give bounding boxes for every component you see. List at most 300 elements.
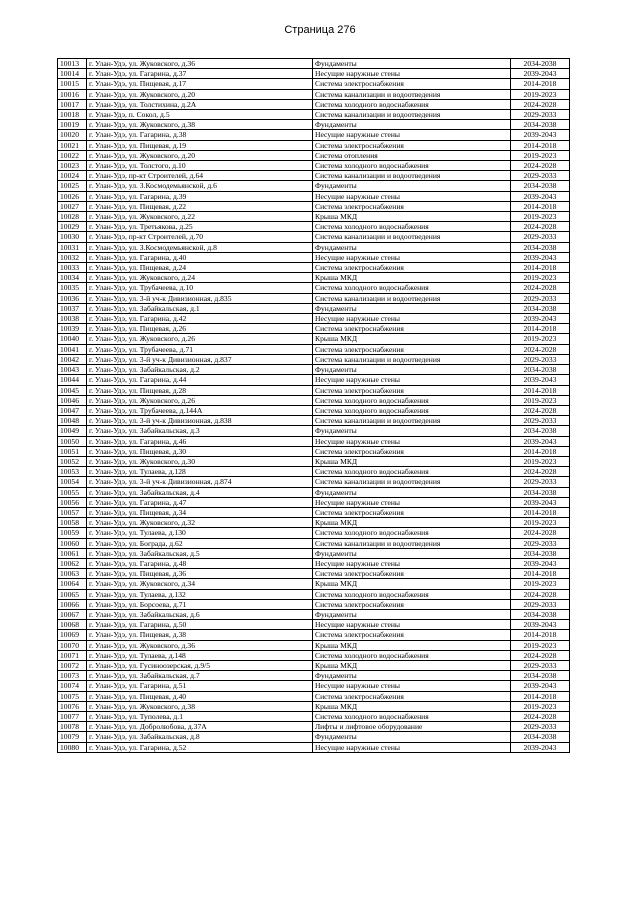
- table-row: [58, 375, 570, 385]
- table-row: [58, 385, 570, 395]
- period-cell: 2019-2023: [511, 579, 570, 589]
- address-cell: г. Улан-Удэ, ул. Жуковского, д.20: [87, 150, 313, 160]
- address-cell: г. Улан-Удэ, ул. Жуковского, д.20: [87, 89, 313, 99]
- table-row: [58, 630, 570, 640]
- table-row: [58, 212, 570, 222]
- work-type-cell: Несущие наружные стены: [313, 375, 511, 385]
- row-id-cell: 10049: [58, 426, 87, 436]
- address-cell: г. Улан-Удэ, ул. 3-й уч-к Дивизионная, д.874: [87, 477, 313, 487]
- address-cell: г. Улан-Удэ, ул. Гагарина, д.52: [87, 742, 313, 752]
- table-row: [58, 395, 570, 405]
- address-cell: г. Улан-Удэ, ул. Жуковского, д.30: [87, 456, 313, 466]
- table-row: [58, 722, 570, 732]
- address-cell: г. Улан-Удэ, ул. 3-й уч-к Дивизионная, д.835: [87, 293, 313, 303]
- address-cell: г. Улан-Удэ, ул. Гагарина, д.47: [87, 497, 313, 507]
- address-cell: г. Улан-Удэ, ул. Гагарина, д.40: [87, 252, 313, 262]
- row-id-cell: 10055: [58, 487, 87, 497]
- period-cell: 2039-2043: [511, 436, 570, 446]
- row-id-cell: 10024: [58, 171, 87, 181]
- page-number-header: Страница 276: [284, 24, 356, 36]
- row-id-cell: 10064: [58, 579, 87, 589]
- table-row: [58, 569, 570, 579]
- work-type-cell: Фундаменты: [313, 487, 511, 497]
- work-type-cell: Система электроснабжения: [313, 446, 511, 456]
- row-id-cell: 10040: [58, 334, 87, 344]
- row-id-cell: 10033: [58, 263, 87, 273]
- work-type-cell: Фундаменты: [313, 671, 511, 681]
- work-type-cell: Крыша МКД: [313, 212, 511, 222]
- row-id-cell: 10067: [58, 609, 87, 619]
- table-row: [58, 487, 570, 497]
- row-id-cell: 10017: [58, 99, 87, 109]
- period-cell: 2024-2028: [511, 283, 570, 293]
- work-type-cell: Система канализации и водоотведения: [313, 89, 511, 99]
- work-type-cell: Система холодного водоснабжения: [313, 99, 511, 109]
- work-type-cell: Крыша МКД: [313, 640, 511, 650]
- period-cell: 2034-2038: [511, 242, 570, 252]
- row-id-cell: 10045: [58, 385, 87, 395]
- work-type-cell: Система холодного водоснабжения: [313, 467, 511, 477]
- work-type-cell: Система электроснабжения: [313, 140, 511, 150]
- address-cell: г. Улан-Удэ, ул. Третьякова, д.25: [87, 222, 313, 232]
- row-id-cell: 10013: [58, 59, 87, 69]
- row-id-cell: 10071: [58, 650, 87, 660]
- period-cell: 2024-2028: [511, 344, 570, 354]
- work-type-cell: Крыша МКД: [313, 334, 511, 344]
- work-type-cell: Система электроснабжения: [313, 79, 511, 89]
- work-type-cell: Фундаменты: [313, 609, 511, 619]
- table-row: [58, 599, 570, 609]
- row-id-cell: 10026: [58, 191, 87, 201]
- row-id-cell: 10038: [58, 314, 87, 324]
- address-cell: г. Улан-Удэ, ул. Гагарина, д.50: [87, 620, 313, 630]
- period-cell: 2039-2043: [511, 252, 570, 262]
- work-type-cell: Система электроснабжения: [313, 599, 511, 609]
- address-cell: г. Улан-Удэ, ул. Жуковского, д.22: [87, 212, 313, 222]
- row-id-cell: 10052: [58, 456, 87, 466]
- table-row: [58, 252, 570, 262]
- work-type-cell: Система холодного водоснабжения: [313, 395, 511, 405]
- period-cell: 2034-2038: [511, 181, 570, 191]
- period-cell: 2039-2043: [511, 375, 570, 385]
- row-id-cell: 10048: [58, 416, 87, 426]
- address-cell: г. Улан-Удэ, ул. Гагарина, д.39: [87, 191, 313, 201]
- period-cell: 2039-2043: [511, 130, 570, 140]
- row-id-cell: 10073: [58, 671, 87, 681]
- work-type-cell: Несущие наружные стены: [313, 497, 511, 507]
- period-cell: 2019-2023: [511, 89, 570, 99]
- work-type-cell: Фундаменты: [313, 303, 511, 313]
- table-row: [58, 303, 570, 313]
- address-cell: г. Улан-Удэ, ул. Забайкальская, д.2: [87, 365, 313, 375]
- address-cell: г. Улан-Удэ, ул. Забайкальская, д.8: [87, 732, 313, 742]
- address-cell: г. Улан-Удэ, ул. Толстого, д.10: [87, 161, 313, 171]
- table-row: [58, 660, 570, 670]
- work-type-cell: Несущие наружные стены: [313, 130, 511, 140]
- address-cell: г. Улан-Удэ, ул. Жуковского, д.38: [87, 120, 313, 130]
- work-type-cell: Крыша МКД: [313, 456, 511, 466]
- row-id-cell: 10075: [58, 691, 87, 701]
- table-row: [58, 742, 570, 752]
- period-cell: 2039-2043: [511, 314, 570, 324]
- period-cell: 2029-2033: [511, 354, 570, 364]
- address-cell: г. Улан-Удэ, ул. Добролюбова, д.37А: [87, 722, 313, 732]
- work-type-cell: Система канализации и водоотведения: [313, 171, 511, 181]
- period-cell: 2029-2033: [511, 599, 570, 609]
- work-type-cell: Несущие наружные стены: [313, 742, 511, 752]
- address-cell: г. Улан-Удэ, ул. Трубачеева, д.10: [87, 283, 313, 293]
- table-row: [58, 365, 570, 375]
- row-id-cell: 10023: [58, 161, 87, 171]
- row-id-cell: 10047: [58, 405, 87, 415]
- period-cell: 2024-2028: [511, 712, 570, 722]
- address-cell: г. Улан-Удэ, пр-кт Строителей, д.70: [87, 232, 313, 242]
- work-type-cell: Система канализации и водоотведения: [313, 293, 511, 303]
- period-cell: 2019-2023: [511, 518, 570, 528]
- work-type-cell: Система электроснабжения: [313, 691, 511, 701]
- period-cell: 2034-2038: [511, 365, 570, 375]
- period-cell: 2014-2018: [511, 446, 570, 456]
- period-cell: 2039-2043: [511, 742, 570, 752]
- period-cell: 2024-2028: [511, 99, 570, 109]
- row-id-cell: 10030: [58, 232, 87, 242]
- address-cell: г. Улан-Удэ, ул. Гагарина, д.51: [87, 681, 313, 691]
- period-cell: 2014-2018: [511, 201, 570, 211]
- row-id-cell: 10041: [58, 344, 87, 354]
- work-type-cell: Система канализации и водоотведения: [313, 110, 511, 120]
- row-id-cell: 10028: [58, 212, 87, 222]
- work-type-cell: Несущие наружные стены: [313, 681, 511, 691]
- address-cell: г. Улан-Удэ, п. Сокол, д.5: [87, 110, 313, 120]
- address-cell: г. Улан-Удэ, ул. Тулаева, д.132: [87, 589, 313, 599]
- work-type-cell: Система электроснабжения: [313, 630, 511, 640]
- row-id-cell: 10077: [58, 712, 87, 722]
- row-id-cell: 10068: [58, 620, 87, 630]
- period-cell: 2034-2038: [511, 487, 570, 497]
- period-cell: 2029-2033: [511, 293, 570, 303]
- row-id-cell: 10076: [58, 701, 87, 711]
- work-type-cell: Несущие наружные стены: [313, 252, 511, 262]
- address-cell: г. Улан-Удэ, ул. Бограда, д.62: [87, 538, 313, 548]
- row-id-cell: 10066: [58, 599, 87, 609]
- row-id-cell: 10072: [58, 660, 87, 670]
- period-cell: 2034-2038: [511, 671, 570, 681]
- table-row: [58, 293, 570, 303]
- address-cell: г. Улан-Удэ, ул. Тулаева, д.130: [87, 528, 313, 538]
- row-id-cell: 10051: [58, 446, 87, 456]
- table-row: [58, 640, 570, 650]
- period-cell: 2024-2028: [511, 467, 570, 477]
- table-row: [58, 416, 570, 426]
- address-cell: г. Улан-Удэ, ул. Забайкальская, д.3: [87, 426, 313, 436]
- table-row: [58, 242, 570, 252]
- row-id-cell: 10021: [58, 140, 87, 150]
- work-type-cell: Система электроснабжения: [313, 324, 511, 334]
- row-id-cell: 10063: [58, 569, 87, 579]
- address-cell: г. Улан-Удэ, ул. Забайкальская, д.7: [87, 671, 313, 681]
- period-cell: 2019-2023: [511, 640, 570, 650]
- work-type-cell: Система канализации и водоотведения: [313, 416, 511, 426]
- table-row: [58, 263, 570, 273]
- row-id-cell: 10061: [58, 548, 87, 558]
- row-id-cell: 10036: [58, 293, 87, 303]
- work-type-cell: Система отопления: [313, 150, 511, 160]
- row-id-cell: 10053: [58, 467, 87, 477]
- work-type-cell: Фундаменты: [313, 59, 511, 69]
- registry-table: [57, 58, 570, 753]
- table-row: [58, 620, 570, 630]
- address-cell: г. Улан-Удэ, ул. Жуковского, д.34: [87, 579, 313, 589]
- table-row: [58, 548, 570, 558]
- address-cell: г. Улан-Удэ, ул. Забайкальская, д.1: [87, 303, 313, 313]
- address-cell: г. Улан-Удэ, ул. Пищевая, д.22: [87, 201, 313, 211]
- address-cell: г. Улан-Удэ, ул. Пищевая, д.36: [87, 569, 313, 579]
- work-type-cell: Система холодного водоснабжения: [313, 650, 511, 660]
- table-row: [58, 171, 570, 181]
- period-cell: 2014-2018: [511, 507, 570, 517]
- period-cell: 2014-2018: [511, 385, 570, 395]
- period-cell: 2029-2033: [511, 660, 570, 670]
- table-row: [58, 528, 570, 538]
- work-type-cell: Фундаменты: [313, 242, 511, 252]
- table-row: [58, 191, 570, 201]
- period-cell: 2039-2043: [511, 191, 570, 201]
- table-row: [58, 354, 570, 364]
- row-id-cell: 10057: [58, 507, 87, 517]
- row-id-cell: 10059: [58, 528, 87, 538]
- work-type-cell: Система холодного водоснабжения: [313, 712, 511, 722]
- work-type-cell: Несущие наружные стены: [313, 69, 511, 79]
- address-cell: г. Улан-Удэ, ул. Пищевая, д.28: [87, 385, 313, 395]
- address-cell: г. Улан-Удэ, ул. Трубачеева, д.71: [87, 344, 313, 354]
- row-id-cell: 10031: [58, 242, 87, 252]
- work-type-cell: Фундаменты: [313, 120, 511, 130]
- table-row: [58, 150, 570, 160]
- row-id-cell: 10027: [58, 201, 87, 211]
- work-type-cell: Крыша МКД: [313, 579, 511, 589]
- work-type-cell: Крыша МКД: [313, 273, 511, 283]
- work-type-cell: Несущие наружные стены: [313, 314, 511, 324]
- row-id-cell: 10062: [58, 558, 87, 568]
- address-cell: г. Улан-Удэ, ул. Забайкальская, д.4: [87, 487, 313, 497]
- address-cell: г. Улан-Удэ, ул. Жуковского, д.36: [87, 59, 313, 69]
- table-row: [58, 732, 570, 742]
- table-row: [58, 130, 570, 140]
- work-type-cell: Фундаменты: [313, 548, 511, 558]
- row-id-cell: 10079: [58, 732, 87, 742]
- work-type-cell: Система электроснабжения: [313, 385, 511, 395]
- table-row: [58, 609, 570, 619]
- work-type-cell: Система электроснабжения: [313, 263, 511, 273]
- work-type-cell: Крыша МКД: [313, 518, 511, 528]
- period-cell: 2014-2018: [511, 569, 570, 579]
- table-row: [58, 344, 570, 354]
- table-row: [58, 120, 570, 130]
- address-cell: г. Улан-Удэ, ул. Пищевая, д.30: [87, 446, 313, 456]
- row-id-cell: 10043: [58, 365, 87, 375]
- address-cell: г. Улан-Удэ, ул. Гагарина, д.44: [87, 375, 313, 385]
- work-type-cell: Система холодного водоснабжения: [313, 528, 511, 538]
- table-row: [58, 426, 570, 436]
- table-row: [58, 691, 570, 701]
- address-cell: г. Улан-Удэ, ул. Жуковского, д.26: [87, 334, 313, 344]
- row-id-cell: 10070: [58, 640, 87, 650]
- address-cell: г. Улан-Удэ, ул. Гагарина, д.37: [87, 69, 313, 79]
- address-cell: г. Улан-Удэ, ул. Жуковского, д.24: [87, 273, 313, 283]
- row-id-cell: 10014: [58, 69, 87, 79]
- row-id-cell: 10016: [58, 89, 87, 99]
- table-row: [58, 701, 570, 711]
- address-cell: г. Улан-Удэ, ул. Пищевая, д.24: [87, 263, 313, 273]
- address-cell: г. Улан-Удэ, ул. Гагарина, д.38: [87, 130, 313, 140]
- table-row: [58, 671, 570, 681]
- work-type-cell: Система холодного водоснабжения: [313, 283, 511, 293]
- address-cell: г. Улан-Удэ, ул. Пищевая, д.17: [87, 79, 313, 89]
- period-cell: 2034-2038: [511, 548, 570, 558]
- table-row: [58, 232, 570, 242]
- address-cell: г. Улан-Удэ, ул. Гагарина, д.42: [87, 314, 313, 324]
- work-type-cell: Несущие наружные стены: [313, 436, 511, 446]
- row-id-cell: 10050: [58, 436, 87, 446]
- address-cell: г. Улан-Удэ, ул. Жуковского, д.32: [87, 518, 313, 528]
- period-cell: 2014-2018: [511, 263, 570, 273]
- work-type-cell: Система холодного водоснабжения: [313, 222, 511, 232]
- address-cell: г. Улан-Удэ, ул. Забайкальская, д.6: [87, 609, 313, 619]
- period-cell: 2034-2038: [511, 120, 570, 130]
- address-cell: г. Улан-Удэ, ул. Забайкальская, д.5: [87, 548, 313, 558]
- table-row: [58, 324, 570, 334]
- table-row: [58, 59, 570, 69]
- period-cell: 2024-2028: [511, 528, 570, 538]
- row-id-cell: 10035: [58, 283, 87, 293]
- table-row: [58, 436, 570, 446]
- period-cell: 2029-2033: [511, 477, 570, 487]
- period-cell: 2014-2018: [511, 691, 570, 701]
- work-type-cell: Система канализации и водоотведения: [313, 232, 511, 242]
- address-cell: г. Улан-Удэ, ул. Пищевая, д.19: [87, 140, 313, 150]
- table-row: [58, 89, 570, 99]
- period-cell: 2024-2028: [511, 589, 570, 599]
- work-type-cell: Система электроснабжения: [313, 569, 511, 579]
- table-row: [58, 712, 570, 722]
- period-cell: 2019-2023: [511, 273, 570, 283]
- row-id-cell: 10060: [58, 538, 87, 548]
- row-id-cell: 10037: [58, 303, 87, 313]
- address-cell: г. Улан-Удэ, ул. Жуковского, д.26: [87, 395, 313, 405]
- period-cell: 2019-2023: [511, 395, 570, 405]
- work-type-cell: Система электроснабжения: [313, 344, 511, 354]
- period-cell: 2019-2023: [511, 456, 570, 466]
- work-type-cell: Фундаменты: [313, 181, 511, 191]
- row-id-cell: 10078: [58, 722, 87, 732]
- work-type-cell: Система электроснабжения: [313, 201, 511, 211]
- work-type-cell: Система канализации и водоотведения: [313, 477, 511, 487]
- table-row: [58, 283, 570, 293]
- row-id-cell: 10065: [58, 589, 87, 599]
- period-cell: 2024-2028: [511, 405, 570, 415]
- table-row: [58, 681, 570, 691]
- work-type-cell: Система канализации и водоотведения: [313, 538, 511, 548]
- period-cell: 2034-2038: [511, 609, 570, 619]
- period-cell: 2029-2033: [511, 416, 570, 426]
- period-cell: 2014-2018: [511, 324, 570, 334]
- period-cell: 2039-2043: [511, 497, 570, 507]
- address-cell: г. Улан-Удэ, ул. Пищевая, д.40: [87, 691, 313, 701]
- period-cell: 2029-2033: [511, 232, 570, 242]
- work-type-cell: Крыша МКД: [313, 660, 511, 670]
- table-row: [58, 446, 570, 456]
- row-id-cell: 10054: [58, 477, 87, 487]
- registry-table-body: [58, 59, 570, 753]
- row-id-cell: 10080: [58, 742, 87, 752]
- work-type-cell: Система канализации и водоотведения: [313, 354, 511, 364]
- address-cell: г. Улан-Удэ, ул. 3-й уч-к Дивизионная, д.838: [87, 416, 313, 426]
- row-id-cell: 10056: [58, 497, 87, 507]
- period-cell: 2014-2018: [511, 630, 570, 640]
- table-row: [58, 579, 570, 589]
- address-cell: г. Улан-Удэ, ул. Гагарина, д.48: [87, 558, 313, 568]
- address-cell: г. Улан-Удэ, ул. Гусиноозерская, д.9/5: [87, 660, 313, 670]
- table-row: [58, 456, 570, 466]
- work-type-cell: Система холодного водоснабжения: [313, 161, 511, 171]
- address-cell: г. Улан-Удэ, пр-кт Строителей, д.64: [87, 171, 313, 181]
- row-id-cell: 10039: [58, 324, 87, 334]
- table-row: [58, 538, 570, 548]
- work-type-cell: Фундаменты: [313, 732, 511, 742]
- period-cell: 2024-2028: [511, 650, 570, 660]
- table-row: [58, 334, 570, 344]
- table-row: [58, 650, 570, 660]
- work-type-cell: Система электроснабжения: [313, 507, 511, 517]
- address-cell: г. Улан-Удэ, ул. Пищевая, д.38: [87, 630, 313, 640]
- row-id-cell: 10032: [58, 252, 87, 262]
- address-cell: г. Улан-Удэ, ул. З.Космодемьянской, д.6: [87, 181, 313, 191]
- table-row: [58, 314, 570, 324]
- period-cell: 2029-2033: [511, 722, 570, 732]
- period-cell: 2034-2038: [511, 303, 570, 313]
- address-cell: г. Улан-Удэ, ул. Жуковского, д.38: [87, 701, 313, 711]
- address-cell: г. Улан-Удэ, ул. Трубачеева, д.144А: [87, 405, 313, 415]
- row-id-cell: 10074: [58, 681, 87, 691]
- table-row: [58, 79, 570, 89]
- period-cell: 2039-2043: [511, 558, 570, 568]
- table-row: [58, 222, 570, 232]
- row-id-cell: 10034: [58, 273, 87, 283]
- address-cell: г. Улан-Удэ, ул. Пищевая, д.34: [87, 507, 313, 517]
- table-row: [58, 201, 570, 211]
- row-id-cell: 10022: [58, 150, 87, 160]
- period-cell: 2039-2043: [511, 620, 570, 630]
- address-cell: г. Улан-Удэ, ул. Гагарина, д.46: [87, 436, 313, 446]
- row-id-cell: 10058: [58, 518, 87, 528]
- period-cell: 2029-2033: [511, 538, 570, 548]
- period-cell: 2019-2023: [511, 212, 570, 222]
- period-cell: 2019-2023: [511, 334, 570, 344]
- table-row: [58, 99, 570, 109]
- period-cell: 2039-2043: [511, 681, 570, 691]
- period-cell: 2034-2038: [511, 59, 570, 69]
- period-cell: 2039-2043: [511, 69, 570, 79]
- table-row: [58, 589, 570, 599]
- work-type-cell: Фундаменты: [313, 426, 511, 436]
- period-cell: 2019-2023: [511, 701, 570, 711]
- table-row: [58, 161, 570, 171]
- period-cell: 2029-2033: [511, 110, 570, 120]
- address-cell: г. Улан-Удэ, ул. Жуковского, д.36: [87, 640, 313, 650]
- work-type-cell: Фундаменты: [313, 365, 511, 375]
- row-id-cell: 10015: [58, 79, 87, 89]
- row-id-cell: 10029: [58, 222, 87, 232]
